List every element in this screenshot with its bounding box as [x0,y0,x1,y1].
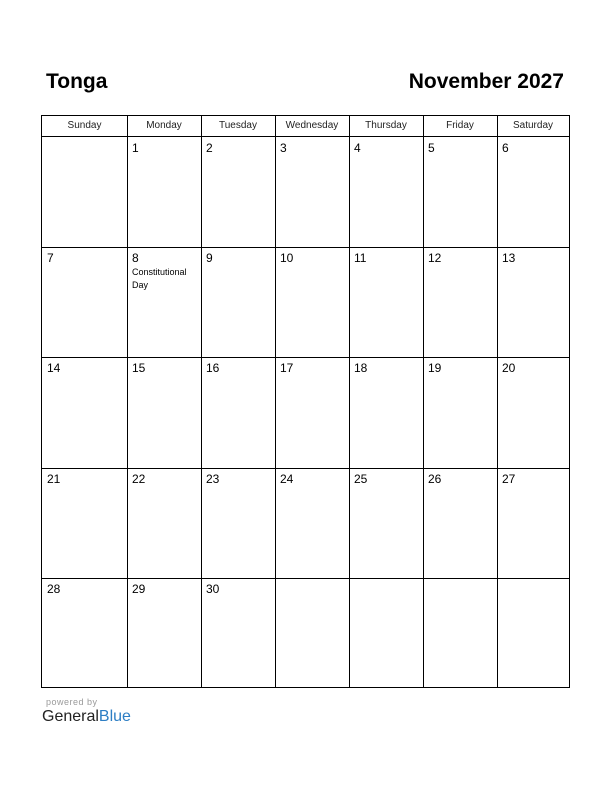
day-number: 11 [354,251,367,265]
day-cell[interactable] [42,578,127,688]
month-year-title: November 2027 [408,70,564,93]
day-cell[interactable] [349,357,423,468]
holiday-label: Constitutional Day [132,267,187,290]
day-cell[interactable] [42,137,127,247]
day-number: 4 [354,141,361,155]
weekday-header-row [42,116,569,137]
week-row [42,468,569,578]
day-number: 19 [428,361,442,375]
calendar-grid [41,115,570,688]
day-number: 18 [354,361,368,375]
day-cell[interactable] [275,137,349,247]
day-cell[interactable] [201,468,275,578]
row-divider [42,357,569,358]
weekday-wednesday: Wednesday [285,120,339,131]
week-row [42,247,569,357]
day-cell[interactable] [423,578,497,688]
weekday-tuesday: Tuesday [219,120,257,131]
weekday-saturday: Saturday [512,120,554,131]
day-cell[interactable] [497,357,569,468]
day-number: 7 [47,251,54,265]
day-cell[interactable] [275,247,349,357]
week-row [42,578,569,688]
day-cell[interactable] [349,578,423,688]
day-number: 17 [280,361,294,375]
day-number: 30 [206,582,220,596]
day-cell[interactable] [497,468,569,578]
generalblue-logo[interactable] [42,708,131,726]
day-number: 3 [280,141,287,155]
day-cell[interactable] [423,247,497,357]
day-cell[interactable] [127,247,201,357]
day-number: 10 [280,251,294,265]
week-row [42,137,569,247]
day-cell[interactable] [42,357,127,468]
day-number: 26 [428,472,442,486]
day-number: 25 [354,472,368,486]
day-number: 20 [502,361,516,375]
day-number: 29 [132,582,146,596]
weekday-sunday: Sunday [67,120,102,131]
day-cell[interactable] [423,137,497,247]
day-number: 12 [428,251,442,265]
day-cell[interactable] [42,247,127,357]
day-cell[interactable] [42,468,127,578]
day-number: 16 [206,361,220,375]
day-cell[interactable] [127,578,201,688]
day-number: 5 [428,141,435,155]
day-cell[interactable] [201,357,275,468]
day-cell[interactable] [349,137,423,247]
day-number: 24 [280,472,294,486]
day-cell[interactable] [423,357,497,468]
day-number: 23 [206,472,220,486]
day-cell[interactable] [127,357,201,468]
day-number: 15 [132,361,146,375]
day-cell[interactable] [201,247,275,357]
day-cell[interactable] [127,137,201,247]
day-cell[interactable] [497,247,569,357]
brand-blue-text: Blue [98,708,131,725]
day-cell[interactable] [349,247,423,357]
week-row [42,357,569,468]
day-number: 9 [206,251,213,265]
day-number: 21 [47,472,61,486]
day-number: 1 [132,141,139,155]
day-cell[interactable] [349,468,423,578]
day-cell[interactable] [423,468,497,578]
row-divider [42,468,569,469]
day-cell[interactable] [497,578,569,688]
day-number: 6 [502,141,509,155]
day-number: 22 [132,472,146,486]
day-number: 13 [502,251,516,265]
day-cell[interactable] [275,468,349,578]
day-cell[interactable] [201,137,275,247]
day-number: 28 [47,582,61,596]
day-cell[interactable] [275,357,349,468]
day-number: 14 [47,361,61,375]
day-number: 27 [502,472,516,486]
brand-general-text: General [42,708,99,725]
day-cell[interactable] [497,137,569,247]
day-number: 8 [132,251,139,265]
day-cell[interactable] [127,468,201,578]
country-title: Tonga [46,70,108,93]
weekday-thursday: Thursday [365,120,407,131]
weekday-monday: Monday [146,120,182,131]
day-cell[interactable] [275,578,349,688]
day-number: 2 [206,141,213,155]
row-divider [42,578,569,579]
day-cell[interactable] [201,578,275,688]
weekday-friday: Friday [446,120,474,131]
powered-by-label: powered by [46,697,98,707]
row-divider [42,247,569,248]
